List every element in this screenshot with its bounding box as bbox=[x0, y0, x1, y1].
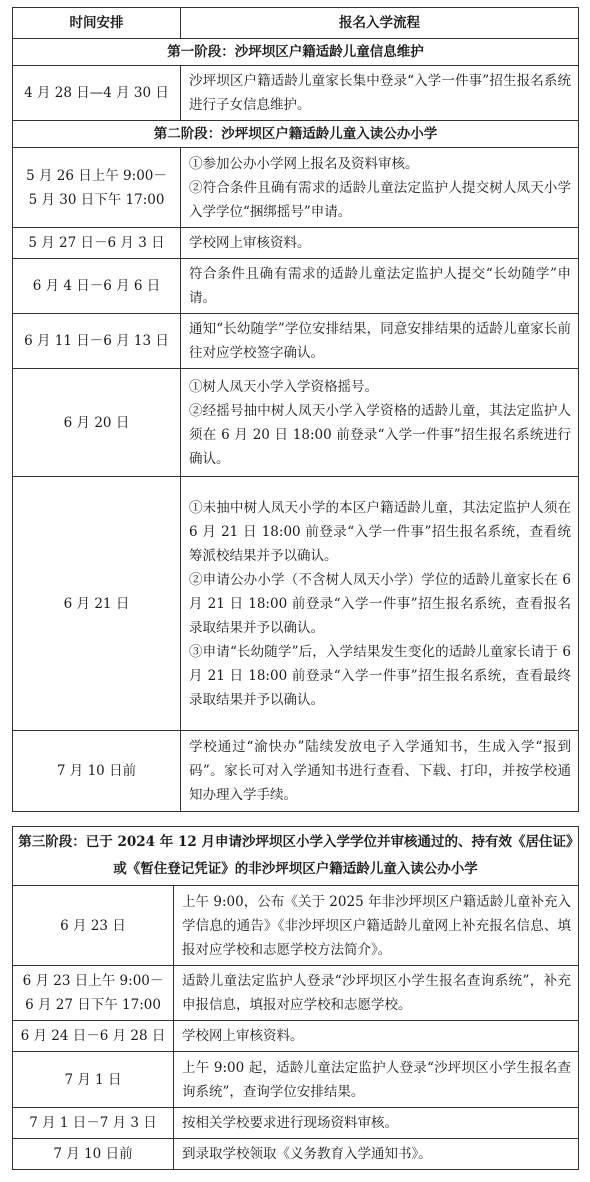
schedule-time: 6 月 23 日 bbox=[13, 886, 174, 966]
schedule-time bbox=[13, 966, 174, 1021]
schedule-desc bbox=[174, 1052, 579, 1108]
desc-line: ①参加公办小学网上报名及资料审核。 bbox=[189, 155, 419, 172]
schedule-time: 7 月 10 日前 bbox=[13, 731, 181, 812]
table-row bbox=[13, 966, 579, 1021]
schedule-desc bbox=[174, 1139, 579, 1170]
desc-line: ①树人凤天小学入学资格摇号。 bbox=[189, 378, 378, 395]
schedule-desc bbox=[181, 228, 579, 259]
schedule-desc bbox=[181, 66, 579, 121]
desc-line: ①未抽中树人凤天小学的本区户籍适龄儿童，其法定监护人须在 6 月 21 日 18:00 前登录“入学一件事”招生报名系统，查看统筹派校结果并予以确认。 bbox=[189, 499, 571, 564]
table-row bbox=[13, 1108, 579, 1139]
header-time: 时间安排 bbox=[13, 8, 181, 39]
desc-line: ③申请“长幼随学”后，入学结果发生变化的适龄儿童家长请于 6 月 21 日 18:00 前登录“入学一件事”招生报名系统，查看最终录取结果并予以确认。 bbox=[189, 643, 571, 708]
schedule-time: 4 月 28 日—4 月 30 日 bbox=[13, 66, 181, 121]
stage3-title: 第三阶段：已于 2024 年 12 月申请沙坪坝区小学入学学位并审核通过的、持有效《居住证》或《暂住登记凭证》的非沙坪坝区户籍适龄儿童入读公办小学 bbox=[13, 827, 579, 886]
enrollment-schedule-table-part1 bbox=[12, 7, 579, 812]
schedule-desc bbox=[174, 886, 579, 966]
desc-line: 学校通过“渝快办”陆续发放电子入学通知书，生成入学“报到码”。家长可对入学通知书进行查看、下载、打印，并按学校通知办理入学手续。 bbox=[189, 739, 571, 803]
stage1-title: 第一阶段：沙坪坝区户籍适龄儿童信息维护 bbox=[13, 39, 579, 66]
table-row bbox=[13, 731, 579, 812]
schedule-desc bbox=[181, 314, 579, 369]
stage-row bbox=[13, 827, 579, 886]
table-row bbox=[13, 314, 579, 369]
schedule-time: 6 月 24 日－6 月 28 日 bbox=[13, 1021, 174, 1052]
table-row bbox=[13, 1021, 579, 1052]
schedule-time: 5 月 27 日－6 月 3 日 bbox=[13, 228, 181, 259]
table-row bbox=[13, 886, 579, 966]
schedule-desc bbox=[181, 731, 579, 812]
stage2-title: 第二阶段：沙坪坝区户籍适龄儿童入读公办小学 bbox=[13, 121, 579, 148]
desc-line: 上午 9:00，公布《关于 2025 年非沙坪坝区户籍适龄儿童补充入学信息的通告》《非沙坪坝区户籍适龄儿童网上补充报名信息、填报对应学校和志愿学校方法简介》。 bbox=[182, 893, 572, 958]
enrollment-schedule-table-part2 bbox=[12, 826, 579, 1170]
desc-line: 符合条件且确有需求的适龄儿童法定监护人提交“长幼随学”申请。 bbox=[189, 266, 571, 306]
desc-line: 通知“长幼随学”学位安排结果，同意安排结果的适龄儿童家长前往对应学校签字确认。 bbox=[189, 321, 571, 361]
desc-line: 沙坪坝区户籍适龄儿童家长集中登录“入学一件事”招生报名系统进行子女信息维护。 bbox=[189, 73, 571, 113]
table-row bbox=[13, 477, 579, 731]
schedule-time: 7 月 1 日 bbox=[13, 1052, 174, 1108]
desc-line: 按相关学校要求进行现场资料审核。 bbox=[182, 1115, 398, 1131]
time-line: 5 月 30 日下午 17:00 bbox=[28, 191, 165, 208]
table-row bbox=[13, 369, 579, 477]
desc-line: 上午 9:00 起，适龄儿童法定监护人登录“沙坪坝区小学生报名查询系统”，查询学位安排结果。 bbox=[182, 1059, 572, 1100]
table-row bbox=[13, 1139, 579, 1170]
stage-row bbox=[13, 39, 579, 66]
desc-line: 学校网上审核资料。 bbox=[189, 235, 311, 251]
table-row bbox=[13, 66, 579, 121]
schedule-desc bbox=[181, 259, 579, 314]
schedule-time: 6 月 4 日－6 月 6 日 bbox=[13, 259, 181, 314]
table-row bbox=[13, 259, 579, 314]
schedule-time: 6 月 11 日－6 月 13 日 bbox=[13, 314, 181, 369]
desc-line: 适龄儿童法定监护人登录“沙坪坝区小学生报名查询系统”，补充申报信息，填报对应学校和志愿学校。 bbox=[182, 973, 572, 1013]
schedule-time: 7 月 1 日－7 月 3 日 bbox=[13, 1108, 174, 1139]
schedule-time: 6 月 20 日 bbox=[13, 369, 181, 477]
table-row bbox=[13, 148, 579, 228]
schedule-desc bbox=[174, 1021, 579, 1052]
schedule-desc bbox=[174, 1108, 579, 1139]
schedule-time bbox=[13, 148, 181, 228]
time-line: 5 月 26 日上午 9:00－ bbox=[26, 167, 167, 184]
time-line: 6 月 23 日上午 9:00－ bbox=[22, 973, 164, 989]
table-header-row bbox=[13, 8, 579, 39]
desc-line: 学校网上审核资料。 bbox=[182, 1028, 304, 1044]
header-process: 报名入学流程 bbox=[181, 8, 579, 39]
schedule-desc bbox=[181, 148, 579, 228]
desc-line: ②申请公办小学（不含树人凤天小学）学位的适龄儿童家长在 6 月 21 日 18:00 前登录“入学一件事”招生报名系统，查看报名录取结果并予以确认。 bbox=[189, 571, 571, 636]
stage-row bbox=[13, 121, 579, 148]
schedule-time: 7 月 10 日前 bbox=[13, 1139, 174, 1170]
table-row bbox=[13, 228, 579, 259]
desc-line: ②经摇号抽中树人凤天小学入学资格的适龄儿童，其法定监护人须在 6 月 20 日 18:00 前登录“入学一件事”招生报名系统进行确认。 bbox=[189, 402, 571, 467]
time-line: 6 月 27 日下午 17:00 bbox=[25, 997, 161, 1013]
table-row bbox=[13, 1052, 579, 1108]
schedule-desc bbox=[181, 477, 579, 731]
schedule-time: 6 月 21 日 bbox=[13, 477, 181, 731]
desc-line: ②符合条件且确有需求的适龄儿童法定监护人提交树人凤天小学入学学位“捆绑摇号”申请。 bbox=[189, 179, 571, 220]
schedule-desc bbox=[174, 966, 579, 1021]
desc-line: 到录取学校领取《义务教育入学通知书》。 bbox=[182, 1146, 432, 1162]
schedule-desc bbox=[181, 369, 579, 477]
